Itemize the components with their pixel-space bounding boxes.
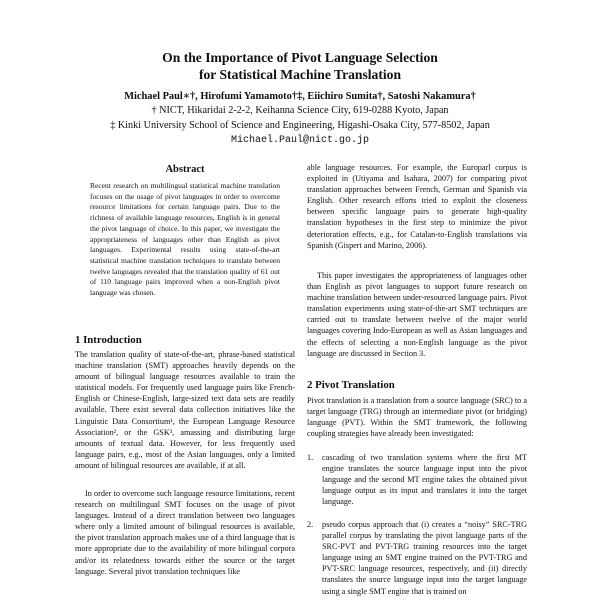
paper-title-line-1: On the Importance of Pivot Language Selection [162,50,438,65]
contact-email: Michael.Paul@nict.go.jp [230,135,370,146]
introduction-paragraph-1: The translation quality of state-of-the-art, phrase-based statistical machine translation (SMT) approaches heavily depends on the amount of bilingual language resources available to train the statistical models. For frequently used language pairs like French-English or Chinese-English, large-sized text data sets are readily available. There exist several data collection initiatives like the Linguistic Data Consortium¹, the European Language Resource Association², or the GSK³, amassing and distributing large amounts of textual data. However, for less frequently used language pairs, e.g., most of the Asian languages, only a limited amount of bilingual resources are available, if at all. [75,350,295,470]
list-item-number: 2. [307,520,314,529]
section-2-heading: 2 Pivot Translation [307,379,395,391]
introduction-paragraph-3: able language resources. For example, the Europarl corpus is exploited in (Utiyama and Isahara, 2007) for comparing pivot translation approaches between French, German and Spanish via English. Other research efforts tried to exploit the closeness between specific language pairs to generate high-quality translation hypotheses in the first step to minimize the pivot deterioration effects, e.g., for Catalan-to-English translations via Spanish (Gispert and Marino, 2006). [307,163,527,250]
author-list: Michael Paul∗†, Hirofumi Yamamoto†‡, Eiichiro Sumita†, Satoshi Nakamura† [124,91,476,102]
list-item-number: 1. [307,453,314,462]
list-item [307,452,527,507]
list-item [307,519,527,597]
introduction-paragraph-2: In order to overcome such language resource limitations, recent research on multilingual SMT focuses on the usage of pivot languages. Instead of a direct translation between two languages where only a limited amount of bilingual resources is available, the pivot translation approach makes use of a third language that is more appropriate due to the availability of more bilingual corpora and/or its relatedness towards either the source or the target language. Several pivot translation techniques like [75,489,295,576]
affiliation-kinki: ‡ Kinki University School of Science and Engineering, Higashi-Osaka City, 577-8502, Japan [110,120,490,131]
list-item-text: pseudo corpus approach that (i) creates a “noisy” SRC-TRG parallel corpus by translating the pivot language parts of the SRC-PVT and PVT-TRG training resources into the target language using an SMT engine trained on the PVT-TRG and PVT-SRC language resources, respectively, and (ii) directly translates the source language input into the target language using a single SMT engine that is trained on [322,520,527,596]
section-1-heading: 1 Introduction [75,334,142,346]
affiliation-nict: † NICT, Hikaridai 2-2-2, Keihanna Science City, 619-0288 Kyoto, Japan [151,105,449,116]
list-item-text: cascading of two translation systems where the first MT engine translates the source language input into the pivot language and the second MT engine takes the obtained pivot language output as its input and translates it into the target language. [322,453,527,507]
paper-title-line-2: for Statistical Machine Translation [198,67,401,82]
abstract-heading: Abstract [165,164,205,175]
abstract-body: Recent research on multilingual statistical machine translation focuses on the usage of pivot languages in order to overcome resource limitations for certain language pairs. Due to the richness of available language resources, English is in general the pivot language of choice. In this paper, we investigate the appropriateness of languages other than English as pivot languages. Experimental results using state-of-the-art statistical machine translation techniques to translate between twelve languages revealed that the translation quality of 61 out of 110 language pairs improved when a non-English pivot language was chosen. [90,181,280,298]
pivot-translation-paragraph: Pivot translation is a translation from a source language (SRC) to a target language (TRG) through an intermediate pivot (or bridging) language (PVT). Within the SMT framework, the following coupling strategies have already been investigated: [307,396,527,439]
introduction-paragraph-4: This paper investigates the appropriateness of languages other than English as pivot languages to support future research on machine translation between under-resourced language pairs. Pivot translation experiments using state-of-the-art SMT techniques are carried out to translate between twelve of the major world languages covering Indo-European as well as Asian languages and the effects of selecting a non-English language as the pivot language are discussed in Section 3. [307,271,527,358]
